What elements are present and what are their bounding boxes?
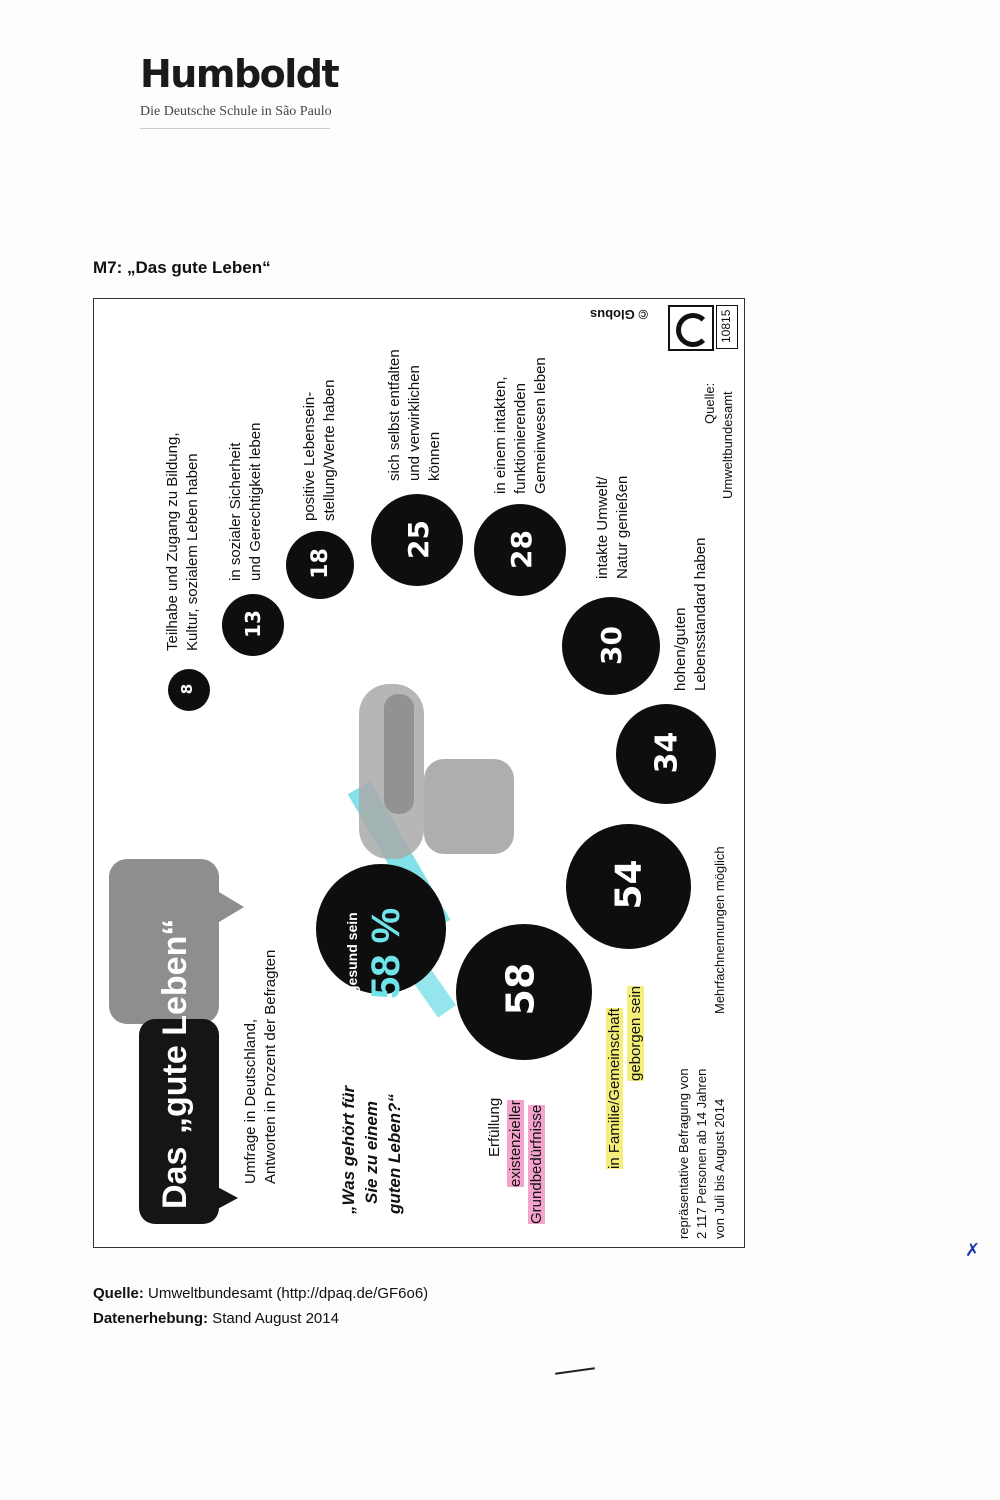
dog-silhouette (424, 759, 514, 854)
caption-source-value: Umweltbundesamt (http://dpaq.de/GF6o6) (143, 1285, 429, 1302)
globus-text: © Globus (590, 307, 648, 322)
label-8-line1: Teilhabe und Zugang zu Bildung, (164, 432, 181, 651)
footnote-line1: repräsentative Befragung von (676, 1068, 691, 1239)
label-30-line1: intakte Umwelt/ (594, 476, 611, 579)
footnote-line2: 2 117 Personen ab 14 Jahren (694, 1068, 709, 1239)
value-30: 30 (594, 626, 628, 665)
label-58-line2: existenzieller (507, 1100, 524, 1187)
graphic-title-gute-leben: „gute Leben“ (156, 918, 194, 1134)
graphic-title-das: Das (156, 1146, 194, 1209)
label-28-line1: in einem intakten, (492, 376, 509, 494)
label-13-line2: und Gerechtigkeit leben (247, 422, 264, 581)
label-30-line2: Natur genießen (614, 475, 631, 579)
value-54: 54 (608, 859, 650, 910)
black-bubble-tail (212, 1184, 238, 1212)
label-8-line2: Kultur, sozialem Leben haben (184, 453, 201, 651)
caption-date-label: Datenerhebung: (93, 1310, 209, 1327)
value-58: 58 (498, 962, 543, 1016)
pen-mark (555, 1367, 595, 1375)
label-25-line1: sich selbst entfalten (386, 349, 403, 481)
label-58-line1: Erfüllung (486, 1097, 503, 1157)
caption-source-label: Quelle: (93, 1285, 144, 1302)
people-silhouette-2 (384, 694, 414, 814)
label-18-line1: positive Lebensein- (301, 391, 318, 521)
label-28-line3: Gemeinwesen leben (532, 357, 549, 494)
question-line1: „Was gehört für (339, 1085, 358, 1214)
value-13: 13 (240, 610, 265, 638)
globus-label (590, 307, 648, 322)
logo-divider (140, 128, 330, 129)
question-line2: Sie zu einem (362, 1101, 381, 1204)
value-8: 8 (178, 683, 197, 695)
logo-subtitle: Die Deutsche Schule in São Paulo (140, 104, 332, 119)
graphic-subtitle-line1: Umfrage in Deutschland, (242, 1018, 259, 1184)
footnote-line3: von Juli bis August 2014 (712, 1098, 727, 1239)
label-25-line3: können (426, 431, 443, 481)
grey-bubble-tail (214, 889, 244, 925)
caption-source (93, 1285, 428, 1302)
caption-date-value: Stand August 2014 (208, 1310, 339, 1327)
value-18: 18 (307, 548, 333, 579)
label-25-line2: und verwirklichen (406, 365, 423, 481)
infographic (93, 298, 745, 1248)
value-28: 28 (504, 530, 538, 569)
label-34-line1: hohen/guten (672, 607, 689, 691)
ink-mark: ✗ (965, 1240, 981, 1260)
label-18-line2: stellung/Werte haben (321, 379, 338, 521)
source-label: Quelle: (702, 382, 717, 424)
top-label: gesund sein (344, 912, 360, 994)
top-value: 58 % (364, 907, 408, 999)
caption-date (93, 1310, 339, 1327)
value-25: 25 (401, 520, 435, 559)
question-line3: guten Leben?“ (385, 1094, 404, 1214)
label-54-line1: in Familie/Gemeinschaft (606, 1008, 623, 1169)
label-13-line1: in sozialer Sicherheit (227, 442, 244, 581)
logo-title: Humboldt (140, 52, 339, 96)
label-28-line2: funktionierenden (512, 383, 529, 494)
section-title: M7: „Das gute Leben“ (93, 258, 271, 277)
graphic-subtitle-line2: Antworten in Prozent der Befragten (262, 949, 279, 1184)
multi-note: Mehrfachnennungen möglich (712, 846, 727, 1014)
label-34-line2: Lebensstandard haben (692, 537, 709, 691)
globus-logo-icon (668, 305, 714, 351)
source-value: Umweltbundesamt (720, 391, 735, 499)
value-34: 34 (649, 731, 685, 774)
label-58-line3: Grundbedürfnisse (528, 1104, 545, 1224)
label-54-line2: geborgen sein (627, 985, 644, 1081)
graphic-id: 10815 (719, 309, 733, 343)
